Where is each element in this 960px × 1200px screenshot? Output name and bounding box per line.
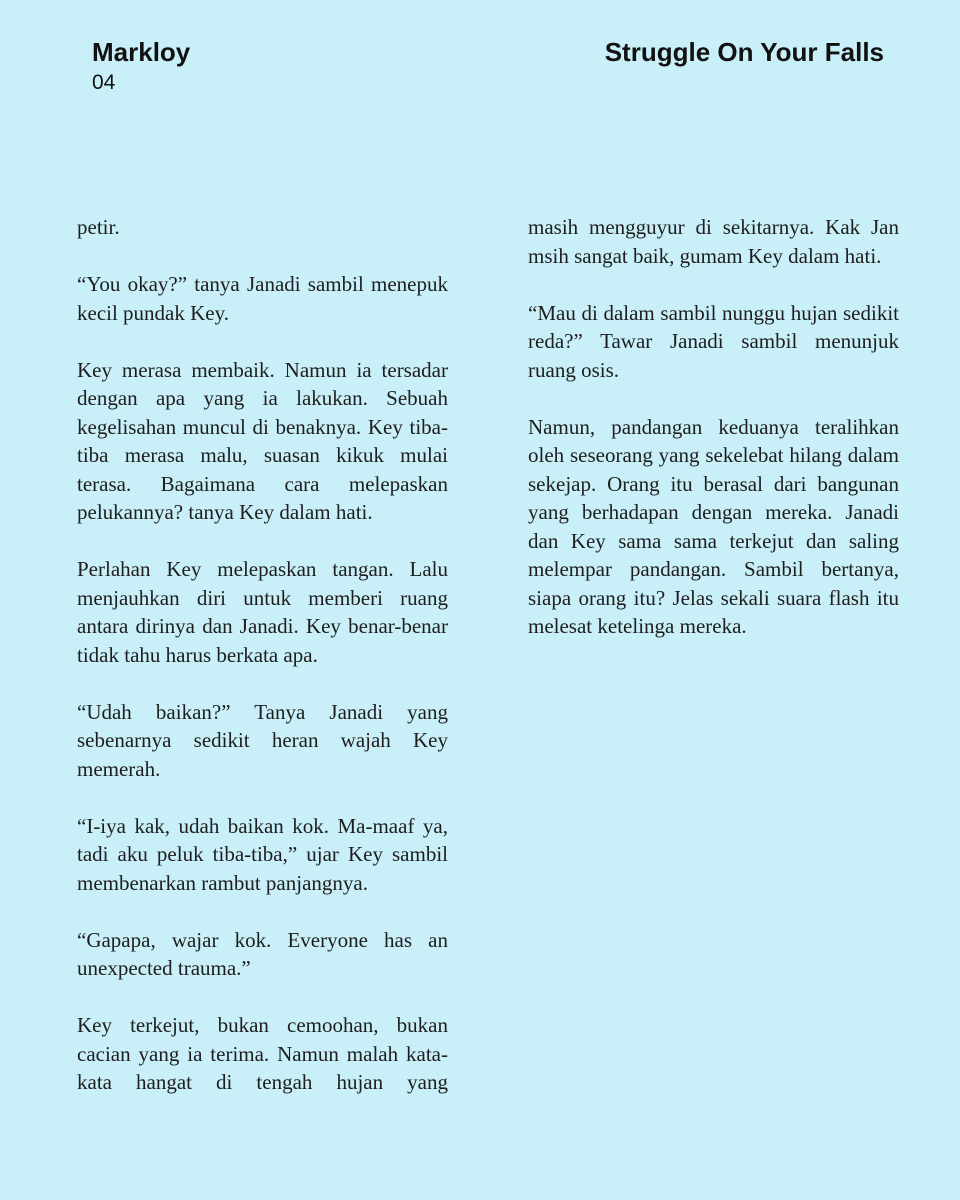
author-name: Markloy <box>92 37 191 67</box>
paragraph: Key merasa membaik. Namun ia tersadar dengan apa yang ia lakukan. Sebuah kegelisahan muncul di benaknya. Key tiba-tiba merasa malu, suasan kikuk mulai terasa. Bagaimana cara melepaskan pelukannya? tanya Key dalam hati. <box>77 357 448 524</box>
text-column-left <box>77 213 448 1125</box>
paragraph: masih mengguyur di sekitarnya. Kak Jan msih sangat baik, gumam Key dalam hati. <box>528 215 899 268</box>
paragraph: “Mau di dalam sambil nunggu hujan sedikit reda?” Tawar Janadi sambil menunjuk ruang osis. <box>528 300 899 382</box>
book-title: Struggle On Your Falls <box>604 37 884 67</box>
paragraph: “I-iya kak, udah baikan kok. Ma-maaf ya, tadi aku peluk tiba-tiba,” ujar Key sambil membenarkan rambut panjangnya. <box>77 813 448 895</box>
paragraph: “Gapapa, wajar kok. Everyone has an unexpected trauma.” <box>77 927 448 980</box>
page-header-left <box>92 36 190 96</box>
page-number: 04 <box>92 71 116 94</box>
paragraph: Key terkejut, bukan cemoohan, bukan cacian yang ia terima. Namun malah kata-kata hangat di tengah hujan yang <box>77 1013 448 1094</box>
paragraph: “Udah baikan?” Tanya Janadi yang sebenarnya sedikit heran wajah Key memerah. <box>77 699 448 781</box>
paragraph: Namun, pandangan keduanya teralihkan oleh seseorang yang sekelebat hilang dalam sekejap. Orang itu berasal dari bangunan yang berhadapan dengan mereka. Janadi dan Key sama sama terkejut dan saling melempar pandangan. Sambil bertanya, siapa orang itu? Jelas sekali suara flash itu melesat ketelinga mereka. <box>528 414 899 638</box>
paragraph: “You okay?” tanya Janadi sambil menepuk kecil pundak Key. <box>77 272 448 325</box>
text-column-right <box>528 213 899 669</box>
paragraph: Perlahan Key melepaskan tangan. Lalu menjauhkan diri untuk memberi ruang antara dirinya dan Janadi. Key benar-benar tidak tahu harus berkata apa. <box>77 557 448 667</box>
paragraph: petir. <box>77 215 120 239</box>
